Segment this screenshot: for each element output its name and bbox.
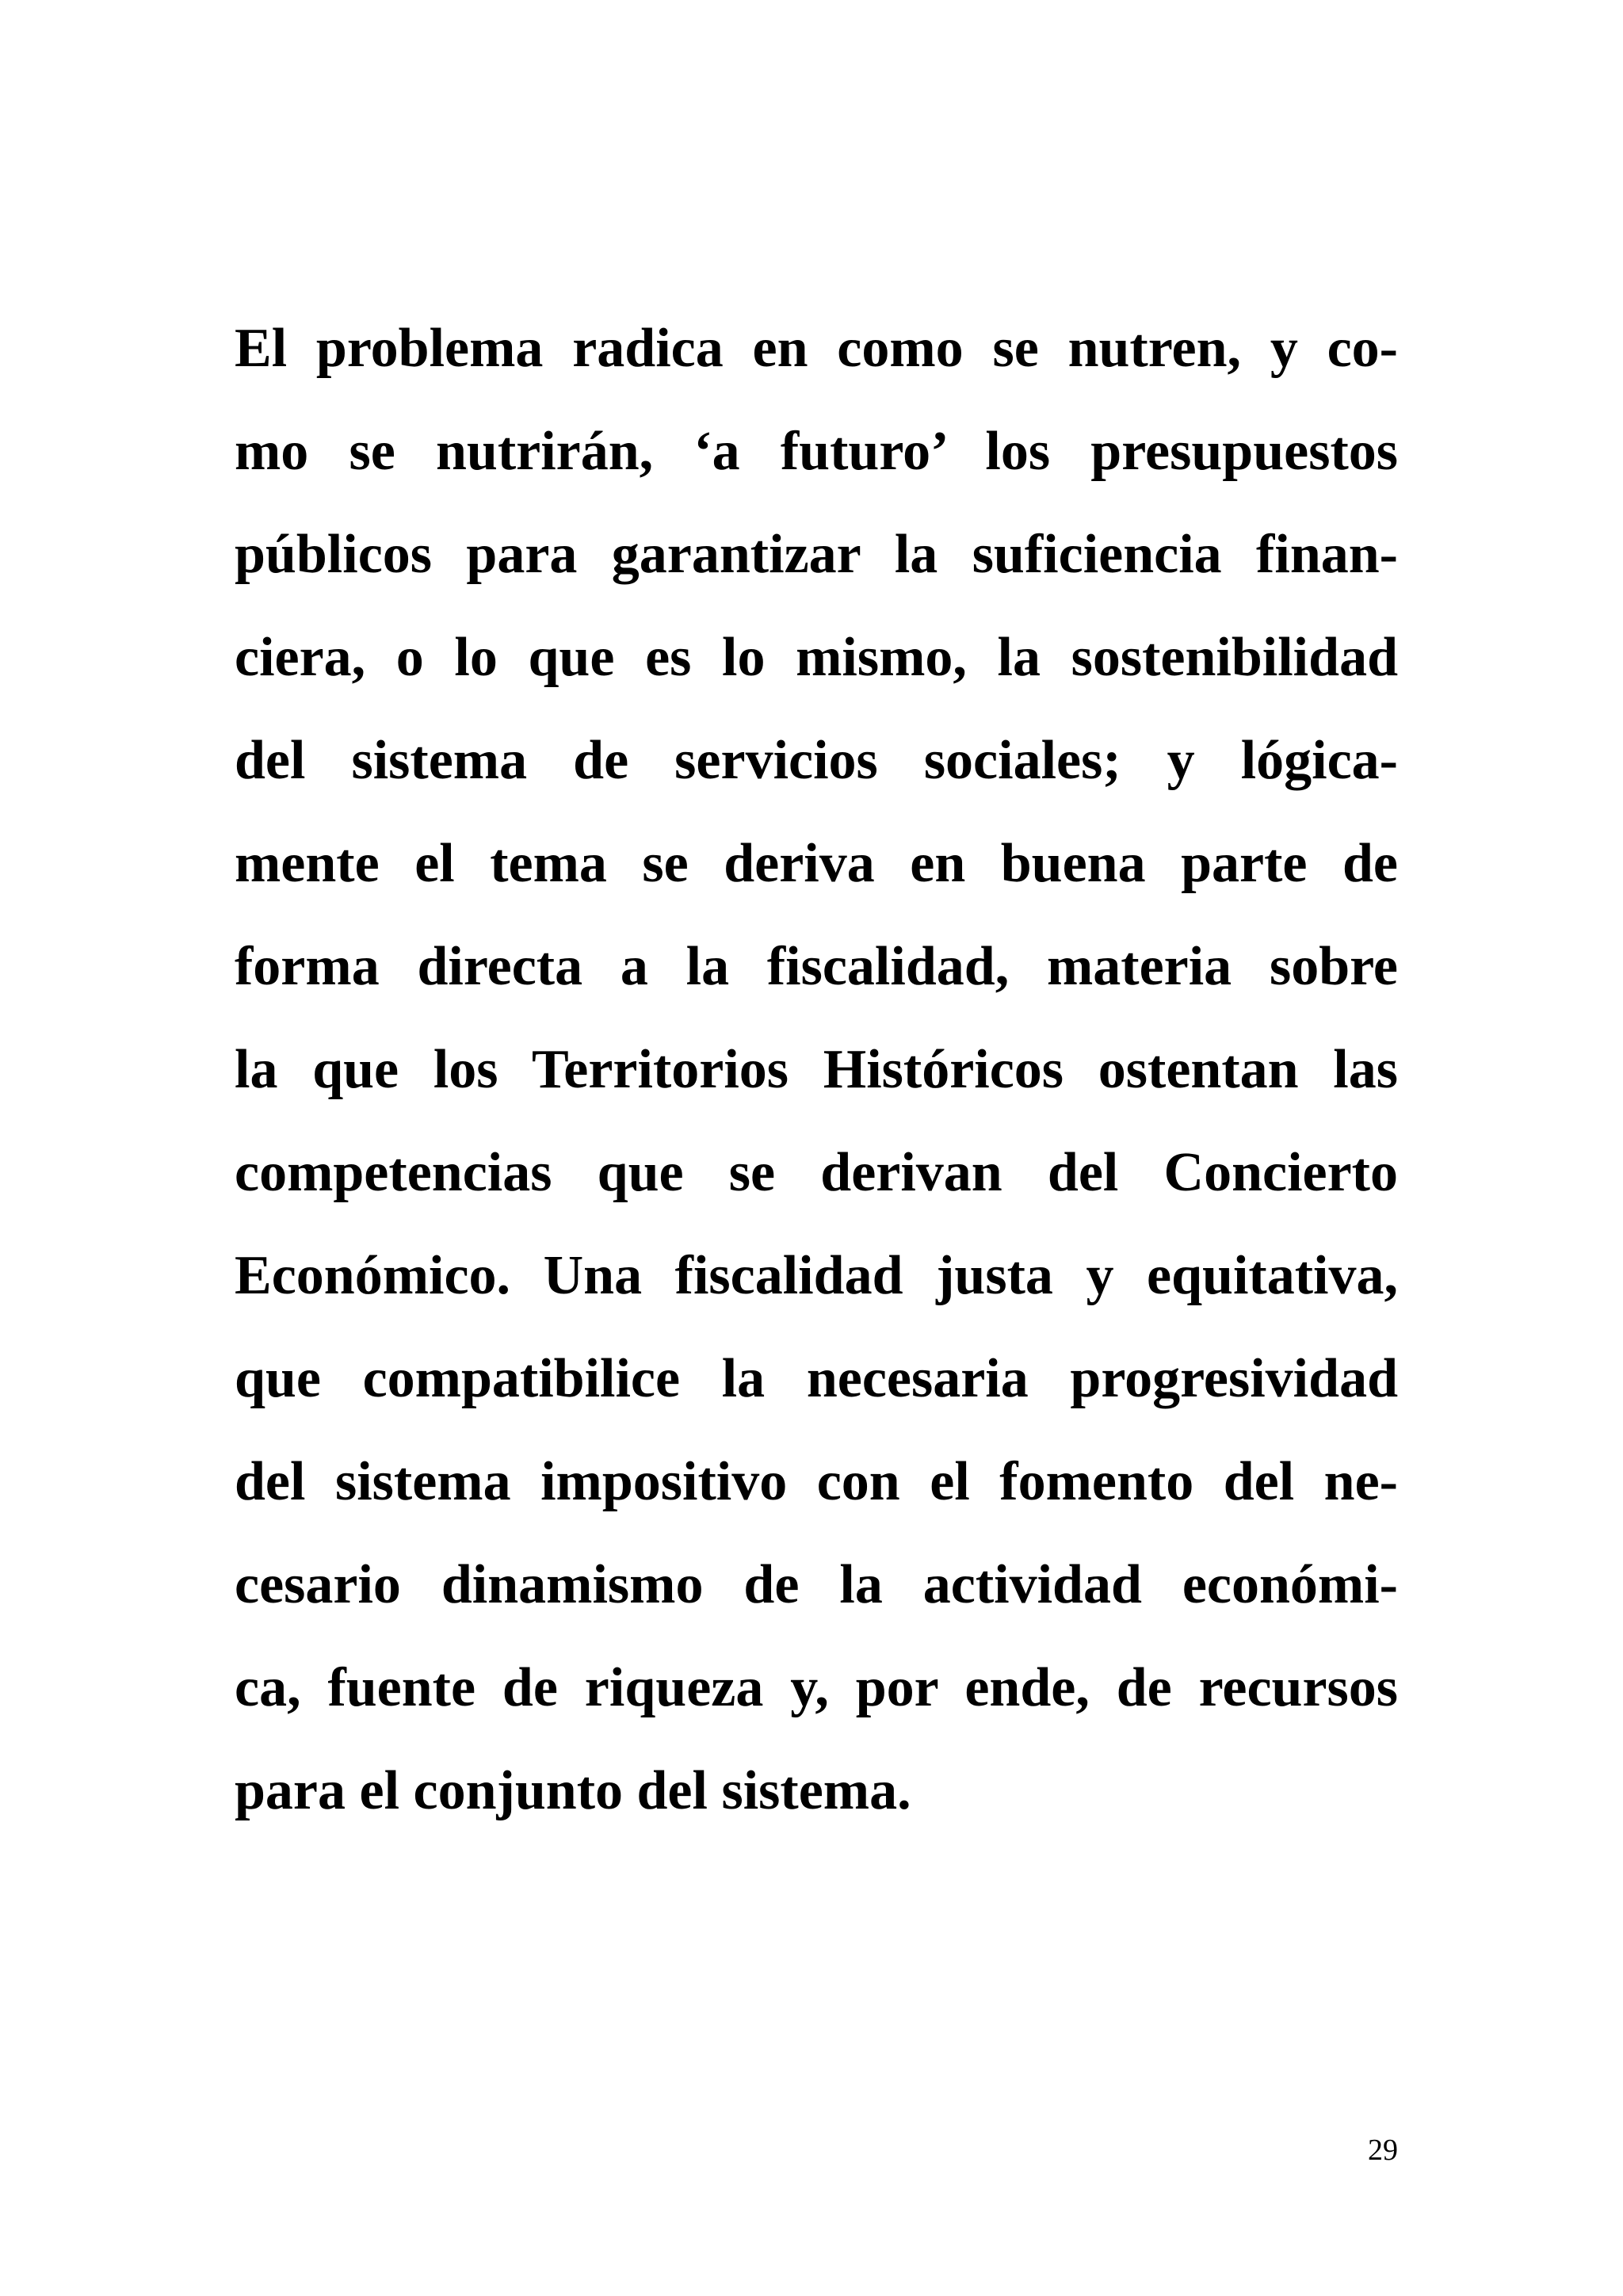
paragraph-line: forma directa a la fiscalidad, materia sobre bbox=[235, 936, 1398, 997]
page-number: 29 bbox=[1368, 2134, 1398, 2167]
paragraph-line: ca, fuente de riqueza y, por ende, de recursos bbox=[235, 1657, 1398, 1718]
body-paragraph bbox=[235, 297, 1398, 1843]
paragraph-line: públicos para garantizar la suficiencia finan- bbox=[235, 524, 1398, 585]
paragraph-line: El problema radica en como se nutren, y co- bbox=[235, 318, 1398, 379]
paragraph-line: mo se nutrirán, ‘a futuro’ los presupuestos bbox=[235, 421, 1398, 482]
paragraph-line: ciera, o lo que es lo mismo, la sostenibilidad bbox=[235, 627, 1398, 688]
paragraph-line: mente el tema se deriva en buena parte de bbox=[235, 833, 1398, 894]
paragraph-line: la que los Territorios Históricos ostentan las bbox=[235, 1039, 1398, 1100]
paragraph-line: cesario dinamismo de la actividad económi- bbox=[235, 1554, 1398, 1615]
paragraph-line: para el conjunto del sistema. bbox=[235, 1760, 911, 1821]
paragraph-line: que compatibilice la necesaria progresividad bbox=[235, 1348, 1398, 1409]
paragraph-line: del sistema impositivo con el fomento del ne- bbox=[235, 1451, 1398, 1512]
paragraph-line: competencias que se derivan del Concierto bbox=[235, 1142, 1398, 1203]
paragraph-line: Económico. Una fiscalidad justa y equitativa, bbox=[235, 1245, 1398, 1306]
paragraph-line: del sistema de servicios sociales; y lógica- bbox=[235, 730, 1398, 791]
